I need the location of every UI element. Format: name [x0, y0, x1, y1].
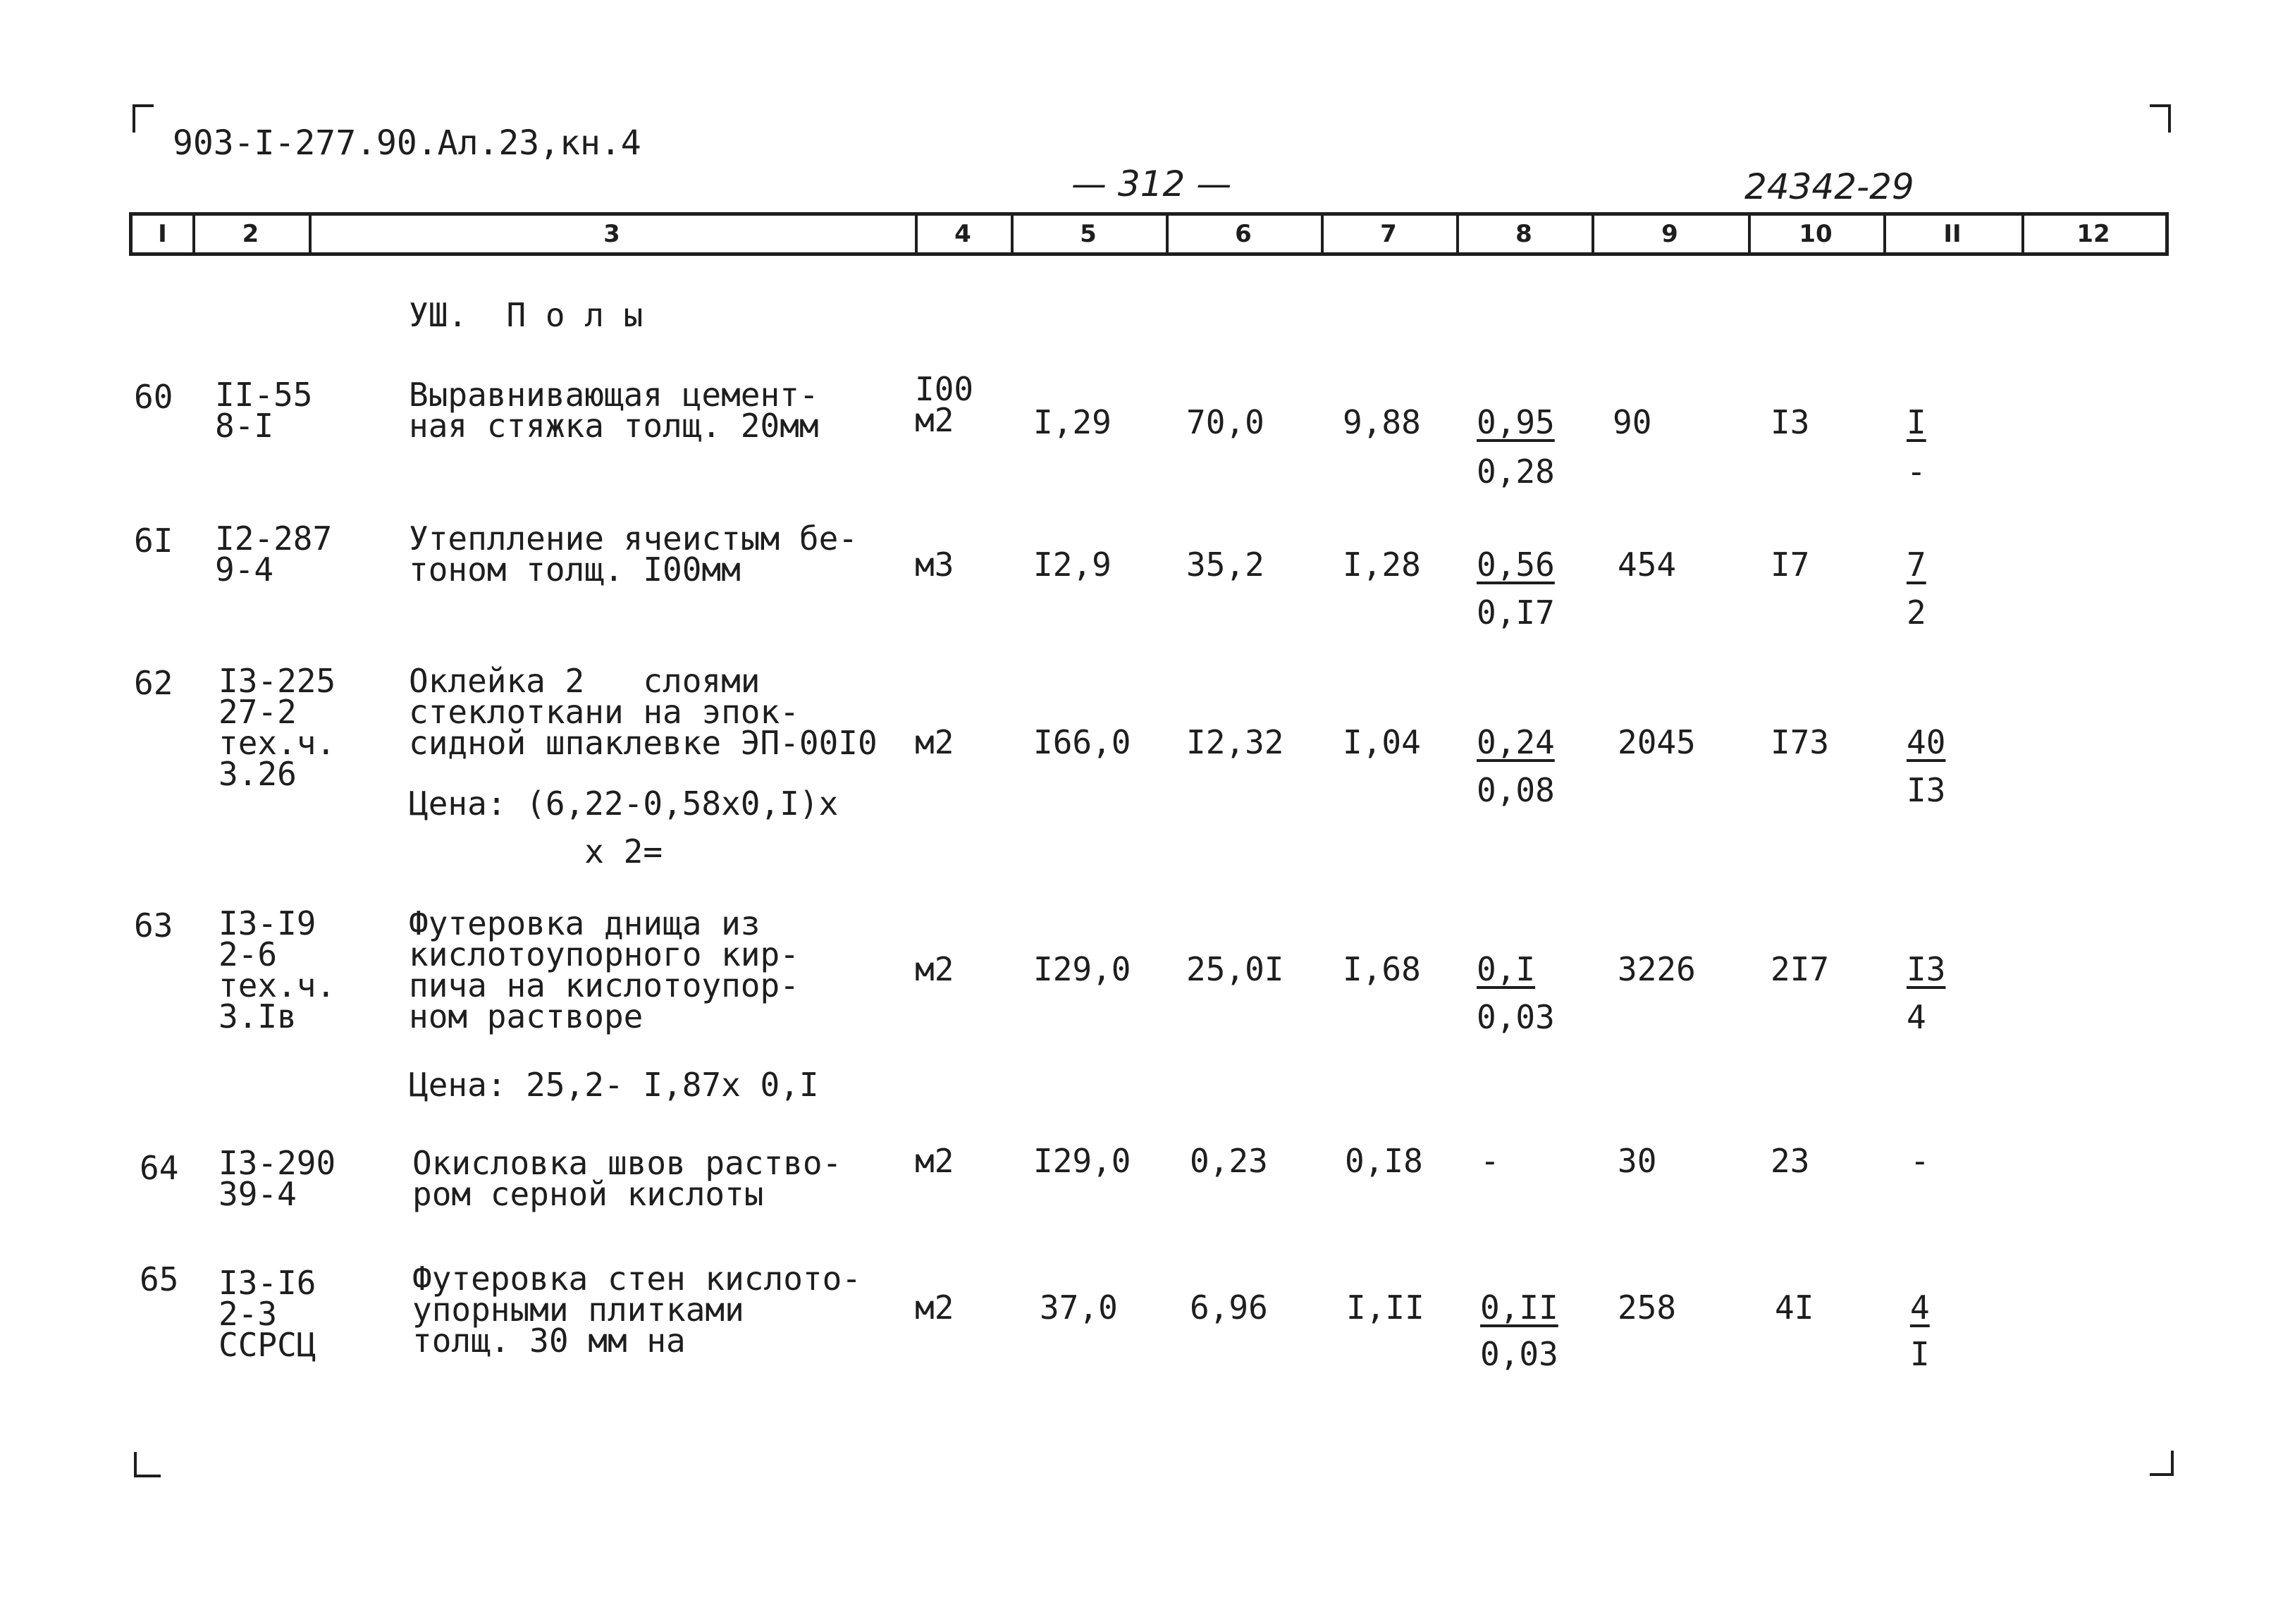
col6-value: 70,0 [1186, 403, 1264, 441]
col8-bottom-value: 0,08 [1477, 771, 1555, 809]
column-header: 5 [1080, 220, 1097, 248]
col11-top-value: I3 [1907, 950, 1946, 988]
col9-value: 3226 [1618, 950, 1696, 988]
row-number: 62 [134, 664, 173, 702]
column-header: II [1943, 220, 1962, 248]
unit: I00 м2 [915, 370, 974, 439]
col8-top-value: 0,24 [1477, 723, 1555, 761]
col10-value: 2I7 [1771, 950, 1830, 988]
column-header: 3 [603, 220, 620, 248]
work-description: Утеплление ячеистым бе- тоном толщ. I00мм [409, 519, 858, 589]
col11-top-value: 40 [1907, 723, 1946, 761]
column-header-row [129, 212, 2169, 256]
page-number: — 312 — [1071, 164, 1232, 204]
column-header: 7 [1380, 220, 1397, 248]
col9-value: 30 [1618, 1142, 1657, 1180]
col11-top-value: 7 [1907, 546, 1926, 584]
col8-bottom-value: 0,28 [1477, 453, 1555, 491]
col6-value: 0,23 [1190, 1142, 1268, 1180]
col11-top-value: I [1907, 403, 1926, 441]
unit: м2 [915, 723, 954, 761]
col8-bottom-value: 0,I7 [1477, 593, 1555, 632]
col7-value: I,28 [1343, 546, 1421, 584]
col6-value: I2,32 [1186, 723, 1284, 761]
col10-value: I73 [1771, 723, 1830, 761]
col6-value: 25,0I [1186, 950, 1284, 988]
quantity: I29,0 [1033, 950, 1131, 988]
col9-value: 2045 [1618, 723, 1696, 761]
work-description: Футеровка стен кислото- упорными плитками толщ. 30 мм на [412, 1260, 861, 1360]
quantity: I29,0 [1033, 1142, 1131, 1180]
quantity: I,29 [1033, 403, 1112, 441]
col9-value: 258 [1618, 1288, 1677, 1327]
col11-bottom-value: 2 [1907, 593, 1926, 632]
rate-code: I2-287 9-4 [215, 519, 333, 589]
corner-mark-top-left [133, 104, 154, 133]
unit: м3 [915, 546, 954, 584]
rate-code: I3-225 27-2 тех.ч. 3.26 [218, 662, 336, 793]
col9-value: 90 [1613, 403, 1652, 441]
corner-mark-bottom-right [2150, 1451, 2174, 1476]
col11-bottom-value: - [1907, 453, 1926, 491]
work-description: Футеровка днища из кислотоупорного кир- пича на кислотоупор- ном растворе [409, 904, 799, 1035]
unit: м2 [915, 1288, 954, 1327]
row-number: 60 [134, 378, 173, 416]
price-note: Цена: (6,22-0,58х0,I)х х 2= [409, 785, 839, 871]
row-number: 6I [134, 522, 173, 560]
col10-value: 23 [1771, 1142, 1810, 1180]
col6-value: 6,96 [1190, 1288, 1268, 1327]
col11-top-value: - [1910, 1142, 1930, 1180]
unit: м2 [915, 1142, 954, 1180]
column-header: 6 [1235, 220, 1252, 248]
column-header: 12 [2076, 220, 2110, 248]
col8-top-value: 0,II [1480, 1288, 1558, 1327]
col8-top-value: 0,56 [1477, 546, 1555, 584]
col10-value: 4I [1775, 1288, 1814, 1327]
col11-bottom-value: 4 [1907, 998, 1926, 1036]
column-header: I [158, 220, 167, 248]
rate-code: II-55 8-I [215, 376, 313, 445]
quantity: I66,0 [1033, 723, 1131, 761]
row-number: 63 [134, 906, 173, 945]
col6-value: 35,2 [1186, 546, 1264, 584]
col7-value: 0,I8 [1345, 1142, 1423, 1180]
col7-value: I,II [1346, 1288, 1424, 1327]
rate-code: I3-290 39-4 [218, 1144, 336, 1213]
col10-value: I7 [1771, 546, 1810, 584]
price-note: Цена: 25,2- I,87х 0,I [409, 1066, 819, 1104]
col11-bottom-value: I3 [1907, 771, 1946, 809]
col8-top-value: 0,95 [1477, 403, 1555, 441]
col7-value: 9,88 [1343, 403, 1421, 441]
corner-mark-bottom-left [134, 1452, 161, 1477]
col8-bottom-value: 0,03 [1477, 998, 1555, 1036]
col11-top-value: 4 [1910, 1288, 1930, 1327]
col9-value: 454 [1618, 546, 1677, 584]
unit: м2 [915, 950, 954, 988]
document-code: 903-I-277.90.Ал.23,кн.4 [173, 123, 641, 163]
row-number: 65 [140, 1260, 179, 1298]
column-header: 8 [1515, 220, 1532, 248]
corner-mark-top-right [2150, 104, 2171, 133]
quantity: I2,9 [1033, 546, 1112, 584]
rate-code: I3-I9 2-6 тех.ч. 3.Iв [218, 904, 336, 1035]
sheet-code: 24342-29 [1744, 166, 1914, 207]
column-header: 2 [242, 220, 259, 248]
col10-value: I3 [1771, 403, 1810, 441]
work-description: Выравнивающая цемент- ная стяжка толщ. 20мм [409, 376, 819, 445]
rate-code: I3-I6 2-3 ССРСЦ [218, 1264, 316, 1364]
col8-bottom-value: 0,03 [1480, 1335, 1558, 1373]
col7-value: I,68 [1343, 950, 1421, 988]
col8-top-value: - [1480, 1142, 1500, 1180]
column-header: 10 [1799, 220, 1833, 248]
work-description: Оклейка 2 слоями стеклоткани на эпок- сидной шпаклевке ЭП-00I0 [409, 662, 878, 762]
row-number: 64 [140, 1149, 179, 1187]
section-title: УШ. П о л ы [409, 296, 644, 334]
col8-top-value: 0,I [1477, 950, 1536, 988]
col11-bottom-value: I [1910, 1335, 1930, 1373]
col7-value: I,04 [1343, 723, 1421, 761]
column-header: 4 [954, 220, 971, 248]
column-header: 9 [1661, 220, 1678, 248]
quantity: 37,0 [1040, 1288, 1118, 1327]
work-description: Окисловка швов раство- ром серной кислоты [412, 1144, 842, 1213]
